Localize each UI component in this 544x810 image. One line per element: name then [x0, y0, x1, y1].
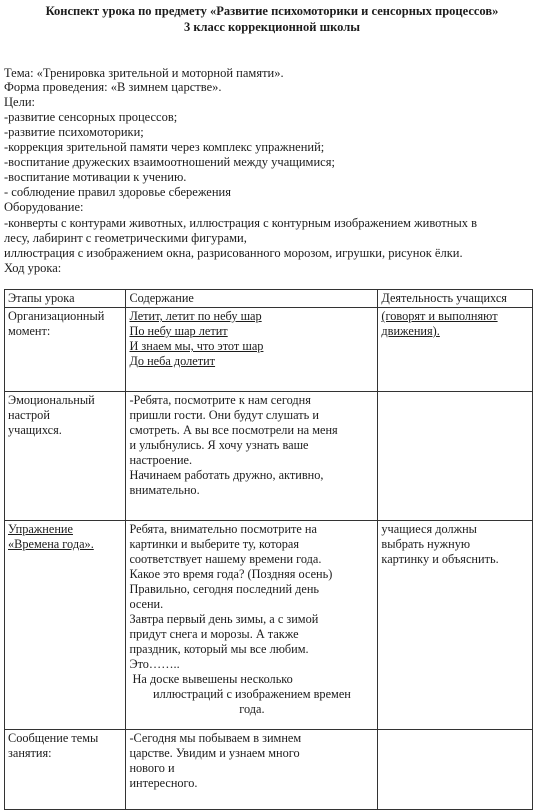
stage-cell: Организационный момент:: [5, 308, 126, 392]
equipment-line: иллюстрация с изображением окна, разрисованного морозом, игрушки, рисунок ёлки.: [4, 246, 463, 260]
content-cell: -Ребята, посмотрите к нам сегодня пришли гости. Они будут слушать и смотреть. А вы все посмотрели на меня и улыбнулись. Я хочу узнать ваше настроение. Начинаем работать дружно, активно, внимательно.: [126, 392, 378, 521]
table-row: [5, 308, 533, 392]
equipment-line: лесу, лабиринт с геометрическими фигурами,: [4, 231, 247, 245]
activity-cell: (говорят и выполняют движения).: [378, 308, 533, 392]
table-row: [5, 730, 533, 810]
table-row: [5, 392, 533, 521]
goal-item: -воспитание дружеских взаимоотношений между учащимися;: [4, 155, 335, 169]
goal-item: -развитие сенсорных процессов;: [4, 110, 178, 124]
activity-cell: [378, 730, 533, 810]
header-stage: Этапы урока: [5, 290, 126, 308]
content-cell: Летит, летит по небу шар По небу шар летит И знаем мы, что этот шар До неба долетит: [126, 308, 378, 392]
equipment-line: -конверты с контурами животных, иллюстрация с контурным изображением животных в: [4, 216, 478, 230]
equipment-title: Оборудование:: [4, 200, 84, 214]
table-header-row: [5, 290, 533, 308]
lesson-topic: Тема: «Тренировка зрительной и моторной памяти».: [4, 66, 284, 80]
document-subtitle: 3 класс коррекционной школы: [183, 20, 361, 34]
stage-cell: Упражнение «Времена года».: [5, 521, 126, 730]
stage-cell: Эмоциональный настрой учащихся.: [5, 392, 126, 521]
goals-title: Цели:: [4, 95, 35, 109]
content-cell: -Сегодня мы побываем в зимнем царстве. Увидим и узнаем много нового и интересного.: [126, 730, 378, 810]
goal-item: -развитие психомоторики;: [4, 125, 144, 139]
content-cell: Ребята, внимательно посмотрите на картинки и выберите ту, которая соответствует нашему времени года. Какое это время года? (Поздняя осень) Правильно, сегодня последний день осени. Завтра первый день зимы, а с зимой придут снега и морозы. А также праздник, который мы все любим. Это…….. На доске вывешены несколько иллюстраций с изображением времен года.: [126, 521, 378, 730]
activity-cell: [378, 392, 533, 521]
activity-cell: учащиеся должны выбрать нужную картинку и объяснить.: [378, 521, 533, 730]
lesson-form: Форма проведения: «В зимнем царстве».: [4, 80, 222, 94]
lesson-table: [4, 289, 533, 810]
header-content: Содержание: [126, 290, 378, 308]
goal-item: -коррекция зрительной памяти через комплекс упражнений;: [4, 140, 325, 154]
stage-cell: Сообщение темы занятия:: [5, 730, 126, 810]
progress-title: Ход урока:: [4, 261, 62, 275]
document-title: Конспект урока по предмету «Развитие психомоторики и сенсорных процессов»: [45, 4, 499, 18]
header-activity: Деятельность учащихся: [378, 290, 533, 308]
goal-item: -воспитание мотивации к учению.: [4, 170, 187, 184]
table-row: [5, 521, 533, 730]
goal-item: - соблюдение правил здоровье сбережения: [4, 185, 231, 199]
